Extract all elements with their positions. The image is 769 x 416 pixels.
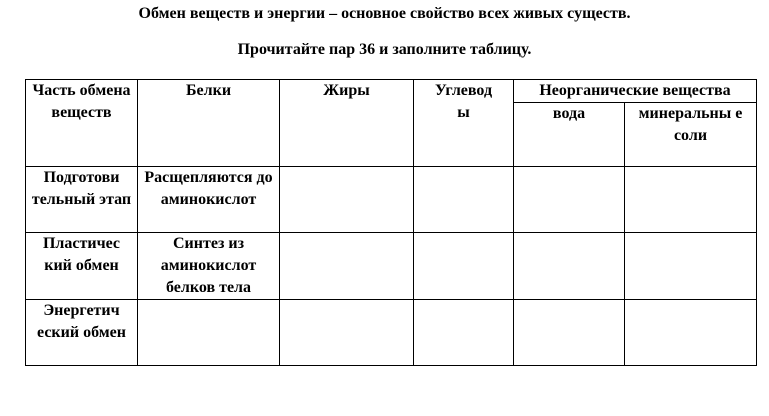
cell-carbs[interactable] — [414, 300, 514, 366]
page-heading: Обмен веществ и энергии – основное свойство всех живых существ. — [138, 5, 631, 22]
cell-fats[interactable] — [280, 233, 414, 300]
stage-label: Пластичес кий обмен — [26, 233, 138, 300]
cell-minerals[interactable] — [625, 233, 757, 300]
header-water: вода — [514, 103, 625, 167]
cell-proteins[interactable] — [138, 300, 280, 366]
cell-proteins: Расщепляются до аминокислот — [138, 167, 280, 233]
cell-fats[interactable] — [280, 300, 414, 366]
fill-in-table — [25, 79, 757, 366]
instruction-text: Прочитайте пар 36 и заполните таблицу. — [237, 41, 532, 58]
cell-carbs[interactable] — [414, 233, 514, 300]
cell-minerals[interactable] — [625, 300, 757, 366]
header-part-of-metabolism: Часть обмена веществ — [26, 80, 138, 167]
header-fats: Жиры — [280, 80, 414, 167]
table-row — [26, 167, 757, 233]
table-row — [26, 300, 757, 366]
cell-carbs[interactable] — [414, 167, 514, 233]
header-inorganic-substances: Неорганические вещества — [514, 80, 757, 103]
cell-minerals[interactable] — [625, 167, 757, 233]
cell-proteins: Синтез из аминокислот белков тела — [138, 233, 280, 300]
table-row — [26, 233, 757, 300]
header-mineral-salts: минеральны е соли — [625, 103, 757, 167]
table-header-row — [26, 80, 757, 103]
header-proteins: Белки — [138, 80, 280, 167]
stage-label: Энергетич еский обмен — [26, 300, 138, 366]
cell-water[interactable] — [514, 300, 625, 366]
cell-water[interactable] — [514, 167, 625, 233]
header-carbohydrates: Углевод ы — [414, 80, 514, 167]
cell-fats[interactable] — [280, 167, 414, 233]
stage-label: Подготови тельный этап — [26, 167, 138, 233]
cell-water[interactable] — [514, 233, 625, 300]
